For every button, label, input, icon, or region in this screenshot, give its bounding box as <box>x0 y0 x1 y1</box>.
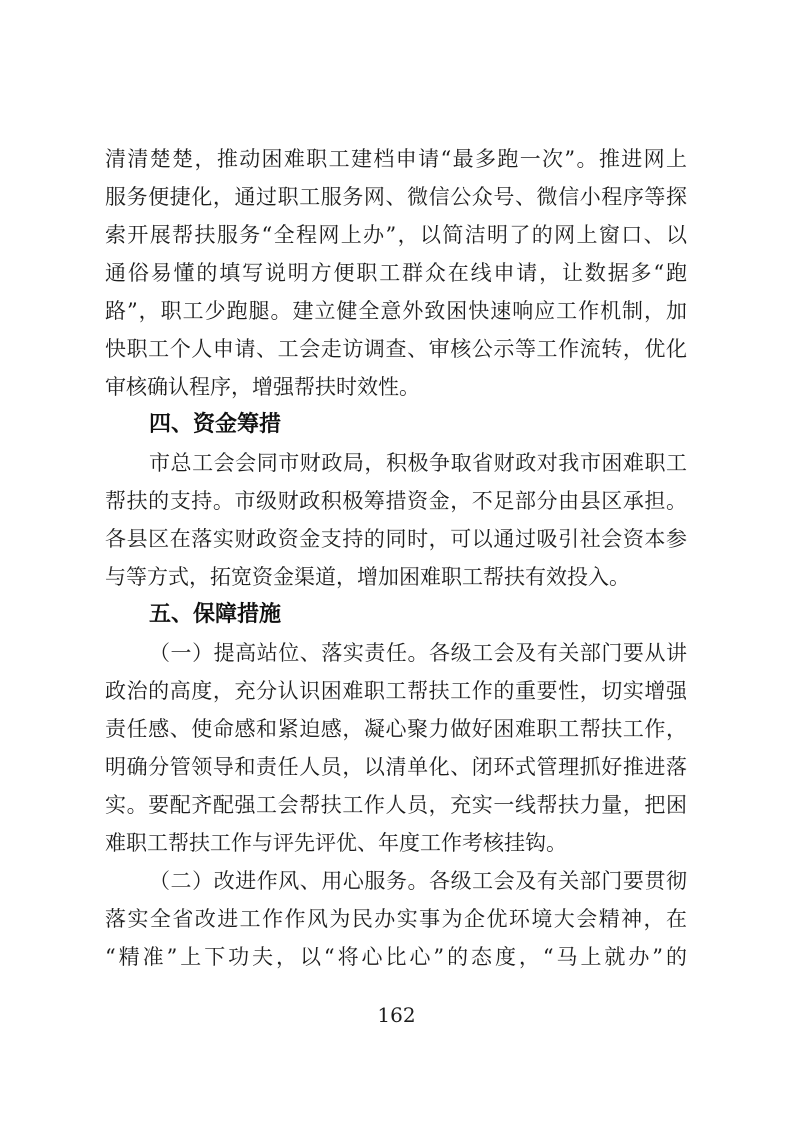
text-line: （二）改进作风、用心服务。各级工会及有关部门要贯彻 <box>149 869 687 893</box>
text-line: 通俗易懂的填写说明方便职工群众在线申请，让数据多“跑 <box>105 261 687 285</box>
text-line: 难职工帮扶工作与评先评优、年度工作考核挂钩。 <box>105 831 567 855</box>
text-line: 市总工会会同市财政局，积极争取省财政对我市困难职工 <box>149 451 687 475</box>
text-line: 快职工个人申请、工会走访调查、审核公示等工作流转，优化 <box>105 337 687 361</box>
text-line: 服务便捷化，通过职工服务网、微信公众号、微信小程序等探 <box>105 185 687 209</box>
text-line: 审核确认程序，增强帮扶时效性。 <box>105 375 420 399</box>
text-line: 落实全省改进工作作风为民办实事为企优环境大会精神，在 <box>105 907 687 931</box>
document-content <box>105 140 687 976</box>
text-line: 政治的高度，充分认识困难职工帮扶工作的重要性，切实增强 <box>105 679 687 703</box>
text-line: 清清楚楚，推动困难职工建档申请“最多跑一次”。推进网上 <box>105 147 687 171</box>
text-line: 明确分管领导和责任人员，以清单化、闭环式管理抓好推进落 <box>105 755 687 779</box>
text-line: “精准”上下功夫，以“将心比心”的态度，“马上就办”的 <box>105 945 687 969</box>
text-line: （一）提高站位、落实责任。各级工会及有关部门要从讲 <box>149 641 687 665</box>
page-number: 162 <box>377 1003 416 1027</box>
section-heading: 五、保障措施 <box>149 602 282 627</box>
text-line: 各县区在落实财政资金支持的同时，可以通过吸引社会资本参 <box>105 527 687 551</box>
text-line: 责任感、使命感和紧迫感，凝心聚力做好困难职工帮扶工作， <box>105 717 687 741</box>
text-line: 实。要配齐配强工会帮扶工作人员，充实一线帮扶力量，把困 <box>105 793 687 817</box>
text-line: 与等方式，拓宽资金渠道，增加困难职工帮扶有效投入。 <box>105 565 630 589</box>
text-line: 路”，职工少跑腿。建立健全意外致困快速响应工作机制，加 <box>105 299 687 323</box>
text-line: 帮扶的支持。市级财政积极筹措资金，不足部分由县区承担。 <box>105 489 687 513</box>
section-heading: 四、资金筹措 <box>149 412 282 437</box>
text-line: 索开展帮扶服务“全程网上办”，以简洁明了的网上窗口、以 <box>105 223 687 247</box>
